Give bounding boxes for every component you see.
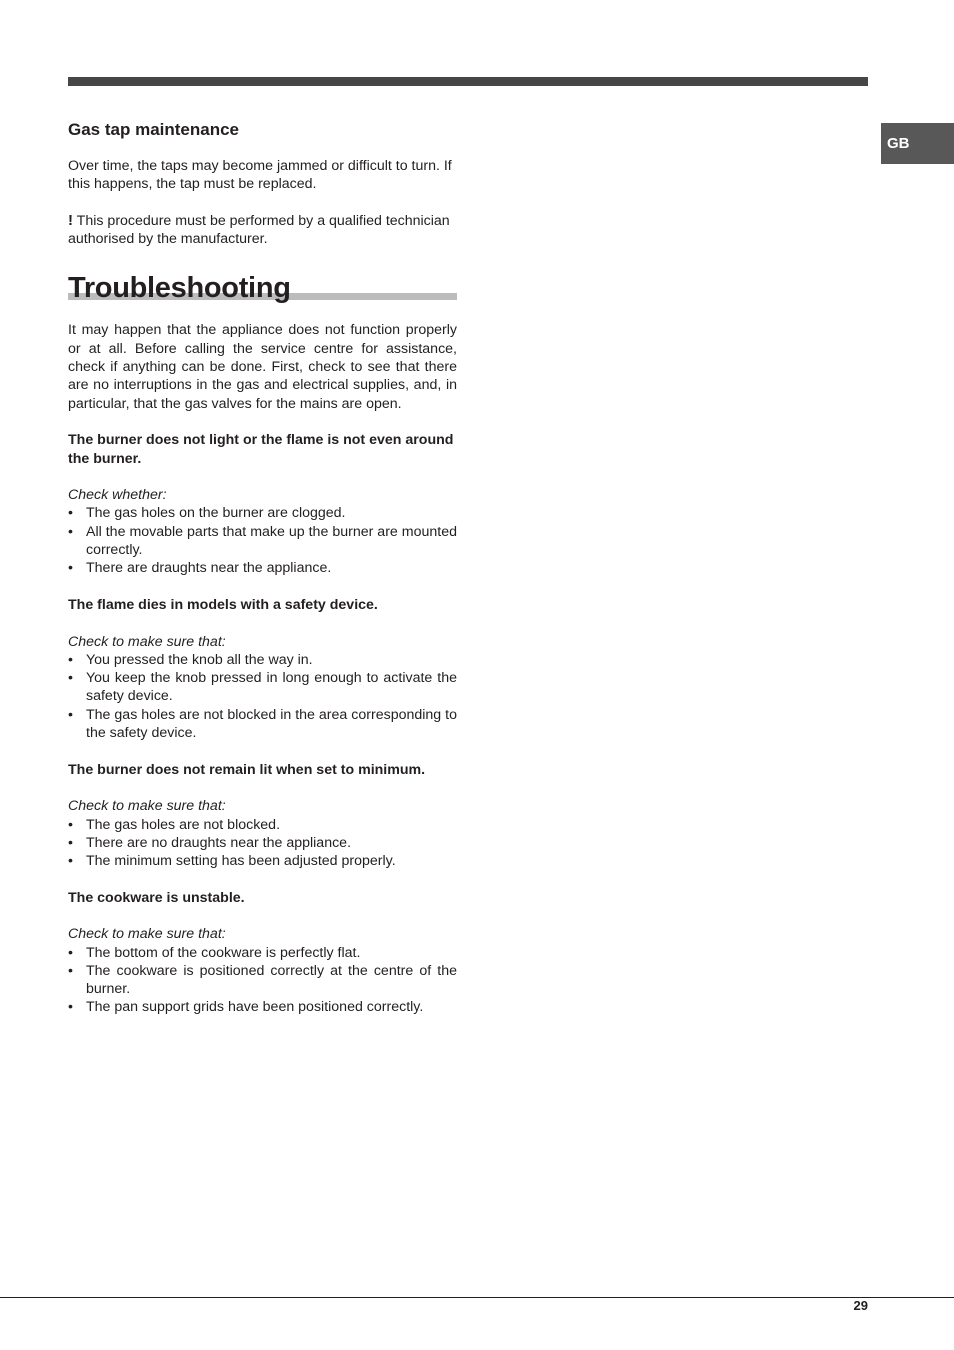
troubleshooting-title: Troubleshooting bbox=[68, 272, 291, 305]
check-list bbox=[68, 944, 457, 1017]
list-item: • You pressed the knob all the way in. bbox=[68, 651, 457, 669]
warning-mark: ! bbox=[68, 211, 73, 229]
page-number: 29 bbox=[853, 1298, 868, 1313]
problem-list bbox=[68, 413, 457, 1017]
list-item: • The cookware is positioned correctly at the centre of the burner. bbox=[68, 962, 457, 999]
list-item: • All the movable parts that make up the burner are mounted correctly. bbox=[68, 523, 457, 560]
footer-rule bbox=[0, 1297, 954, 1298]
section-heading-gas-tap: Gas tap maintenance bbox=[68, 120, 240, 139]
check-label: Check to make sure that: bbox=[68, 633, 226, 650]
language-tab: GB bbox=[881, 123, 954, 164]
problem-title: The cookware is unstable. bbox=[68, 889, 245, 906]
check-list bbox=[68, 504, 457, 577]
list-item: • There are no draughts near the appliance. bbox=[68, 834, 457, 852]
list-item: • There are draughts near the appliance. bbox=[68, 559, 457, 577]
problem-title: The flame dies in models with a safety device. bbox=[68, 596, 378, 613]
check-label: Check to make sure that: bbox=[68, 798, 226, 815]
problem-title: The burner does not remain lit when set to minimum. bbox=[68, 761, 426, 778]
check-list bbox=[68, 651, 457, 742]
gas-tap-intro: Over time, the taps may become jammed or difficult to turn. If this happens, the tap must be replaced. bbox=[68, 158, 452, 193]
check-label: Check whether: bbox=[68, 487, 167, 504]
header-rule bbox=[68, 77, 868, 86]
list-item: • The gas holes on the burner are clogged. bbox=[68, 504, 457, 522]
problem-title: The burner does not light or the flame is not even around the burner. bbox=[68, 432, 454, 467]
main-column bbox=[68, 118, 457, 1017]
check-list bbox=[68, 816, 457, 871]
list-item: • The pan support grids have been positioned correctly. bbox=[68, 998, 457, 1016]
check-label: Check to make sure that: bbox=[68, 926, 226, 943]
gas-tap-warning bbox=[68, 212, 457, 249]
list-item: • The minimum setting has been adjusted properly. bbox=[68, 852, 457, 870]
troubleshooting-intro: It may happen that the appliance does not function properly or at all. Before calling the service centre for assistance, check if anything can be done. First, check to see that there are no interruptions in the gas and electrical supplies, and, in particular, that the gas valves for the mains are open. bbox=[68, 322, 457, 412]
list-item: • The gas holes are not blocked. bbox=[68, 816, 457, 834]
troubleshooting-title-block bbox=[68, 271, 457, 315]
list-item: • The gas holes are not blocked in the area corresponding to the safety device. bbox=[68, 706, 457, 743]
list-item: • You keep the knob pressed in long enough to activate the safety device. bbox=[68, 669, 457, 706]
list-item: • The bottom of the cookware is perfectly flat. bbox=[68, 944, 457, 962]
warning-text: This procedure must be performed by a qualified technician authorised by the manufacturer. bbox=[68, 212, 450, 248]
